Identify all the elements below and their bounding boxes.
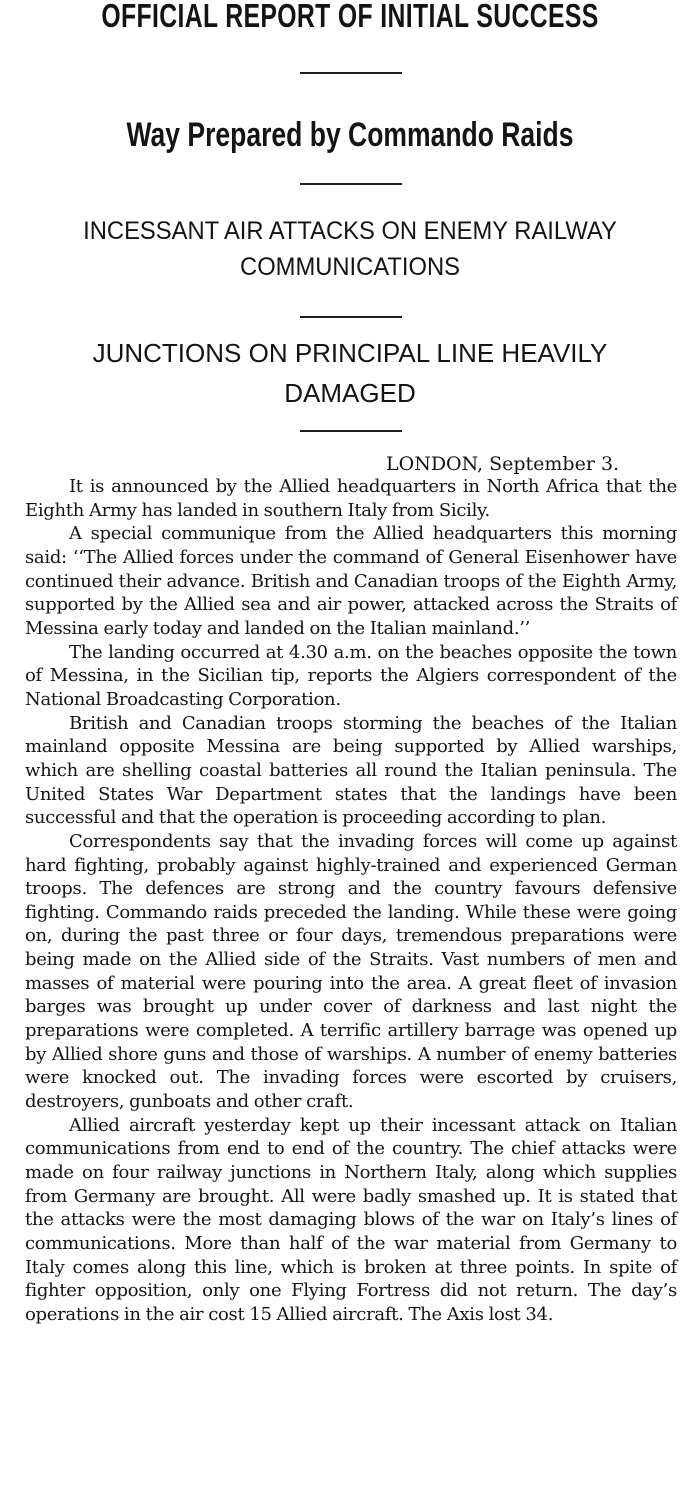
deck-headline-2 bbox=[0, 333, 700, 413]
headline-divider-2 bbox=[300, 183, 402, 185]
article-body bbox=[25, 475, 677, 1327]
deck-headline-1-line-1: INCESSANT AIR ATTACKS ON ENEMY RAILWAY bbox=[83, 217, 617, 245]
article-paragraph: A special communique from the Allied headquarters this morning said: ‘‘The Allied forces under the command of General Eisenhower have continued their advance. British and Canadian troops of the Eighth Army, supported by the Allied sea and air power, attacked across the Straits of Messina early today and landed on the Italian mainland.’’ bbox=[25, 523, 677, 639]
deck-headline-2-line-1: JUNCTIONS ON PRINCIPAL LINE HEAVILY bbox=[92, 338, 608, 368]
headline-divider-3 bbox=[300, 316, 402, 318]
sub-headline: Way Prepared by Commando Raids bbox=[126, 116, 574, 154]
deck-headline-1 bbox=[18, 213, 683, 285]
dateline: LONDON, September 3. bbox=[386, 453, 620, 475]
article-paragraph: Allied aircraft yesterday kept up their incessant attack on Italian communications from end to end of the country. The chief attacks were made on four railway junctions in Northern Italy, along which supplies from Germany are brought. All were badly smashed up. It is stated that the attacks were the most damaging blows of the war on Italy’s lines of communications. More than half of the war material from Germany to Italy comes along this line, which is broken at three points. In spite of fighter opposition, only one Flying Fortress did not return. The day’s operations in the air cost 15 Allied aircraft. The Axis lost 34. bbox=[25, 1114, 677, 1325]
deck-headline-2-line-2: DAMAGED bbox=[284, 378, 416, 408]
headline-divider-4 bbox=[300, 430, 402, 432]
deck-headline-1-line-2: COMMUNICATIONS bbox=[240, 253, 460, 281]
article-paragraph: Correspondents say that the invading forces will come up against hard fighting, probably against highly-trained and experienced German troops. The defences are strong and the country favours defensive fighting. Commando raids preceded the landing. While these were going on, during the past three or four days, tremendous preparations were being made on the Allied side of the Straits. Vast numbers of men and masses of material were pouring into the area. A great fleet of invasion barges was brought up under cover of darkness and last night the preparations were completed. A terrific artillery barrage was opened up by Allied shore guns and those of warships. A number of enemy batteries were knocked out. The invading forces were escorted by cruisers, destroyers, gunboats and other craft. bbox=[25, 830, 677, 1113]
article-paragraph: It is announced by the Allied headquarters in North Africa that the Eighth Army has landed in southern Italy from Sicily. bbox=[25, 476, 677, 521]
article-paragraph: The landing occurred at 4.30 a.m. on the beaches opposite the town of Messina, in the Sicilian tip, reports the Algiers correspondent of the National Broadcasting Corporation. bbox=[25, 641, 677, 710]
article-paragraph: British and Canadian troops storming the beaches of the Italian mainland opposite Messina are being supported by Allied warships, which are shelling coastal batteries all round the Italian peninsula. The United States War Department states that the landings have been successful and that the operation is proceeding according to plan. bbox=[25, 712, 677, 829]
main-headline: OFFICIAL REPORT OF INITIAL SUCCESS bbox=[101, 0, 599, 34]
headline-divider-1 bbox=[300, 72, 402, 74]
